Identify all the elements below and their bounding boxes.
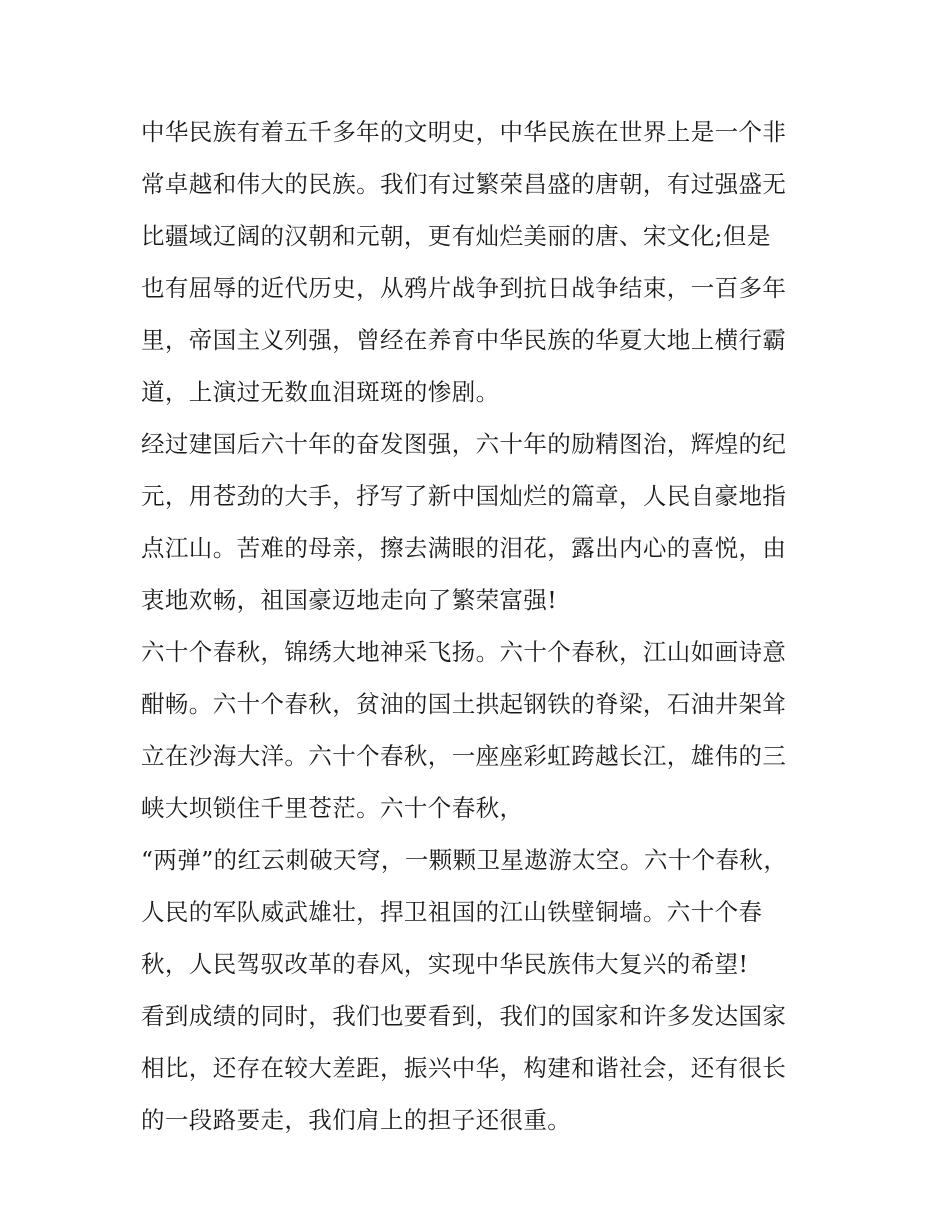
text-line: 秋，人民驾驭改革的春风，实现中华民族伟大复兴的希望! xyxy=(141,950,749,978)
text-line: 元，用苍劲的大手，抒写了新中国灿烂的篇章，人民自豪地指 xyxy=(141,482,787,510)
text-line: 经过建国后六十年的奋发图强，六十年的励精图治，辉煌的纪 xyxy=(141,430,787,458)
text-line: 酣畅。六十个春秋，贫油的国土拱起钢铁的脊梁，石油井架耸 xyxy=(141,690,787,718)
text-line: 衷地欢畅，祖国豪迈地走向了繁荣富强! xyxy=(141,586,558,614)
text-line: “两弹”的红云刺破天穹，一颗颗卫星遨游太空。六十个春秋， xyxy=(141,846,788,874)
text-line: 的一段路要走，我们肩上的担子还很重。 xyxy=(141,1106,572,1134)
text-line: 相比，还存在较大差距，振兴中华，构建和谐社会，还有很长 xyxy=(141,1054,787,1082)
text-line: 里，帝国主义列强，曾经在养育中华民族的华夏大地上横行霸 xyxy=(141,326,787,354)
document-body xyxy=(141,106,813,1146)
text-line: 比疆域辽阔的汉朝和元朝，更有灿烂美丽的唐、宋文化;但是 xyxy=(141,222,771,250)
text-line: 中华民族有着五千多年的文明史，中华民族在世界上是一个非 xyxy=(141,118,787,146)
text-line: 看到成绩的同时，我们也要看到，我们的国家和许多发达国家 xyxy=(141,1002,787,1030)
text-line: 道，上演过无数血泪斑斑的惨剧。 xyxy=(141,378,500,406)
text-line: 峡大坝锁住千里苍茫。六十个春秋， xyxy=(141,794,524,822)
text-line: 人民的军队威武雄壮，捍卫祖国的江山铁壁铜墙。六十个春 xyxy=(141,898,763,926)
text-line: 也有屈辱的近代历史，从鸦片战争到抗日战争结束，一百多年 xyxy=(141,274,787,302)
text-line: 六十个春秋，锦绣大地神采飞扬。六十个春秋，江山如画诗意 xyxy=(141,638,787,666)
text-line: 点江山。苦难的母亲，擦去满眼的泪花，露出内心的喜悦，由 xyxy=(141,534,787,562)
text-line: 常卓越和伟大的民族。我们有过繁荣昌盛的唐朝，有过强盛无 xyxy=(141,170,787,198)
text-line: 立在沙海大洋。六十个春秋，一座座彩虹跨越长江，雄伟的三 xyxy=(141,742,787,770)
